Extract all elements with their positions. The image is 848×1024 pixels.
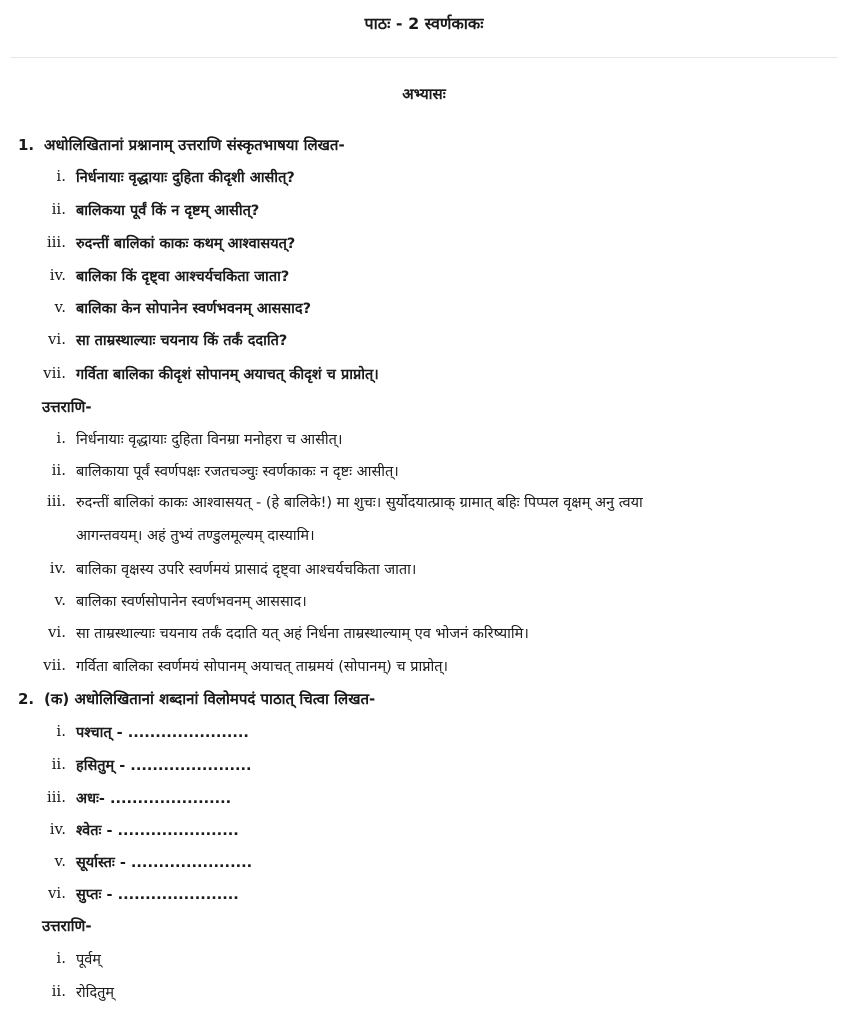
item-number: vii. — [43, 364, 66, 382]
question-1-heading — [18, 135, 345, 155]
item-text: सा ताम्रस्थाल्याः चयनाय किं तर्कं ददाति? — [76, 333, 288, 349]
item-text: रुदन्तीं बालिकां काकः कथम् आश्वासयत्? — [76, 236, 296, 252]
item-text: रोदितुम् — [76, 985, 115, 1001]
item-number: i. — [56, 722, 66, 740]
question-text: अधोलिखितानां प्रश्नानाम् उत्तराणि संस्कृतभाषया लिखत- — [44, 136, 345, 154]
item-text: निर्धनायाः वृद्धायाः दुहिता विनम्रा मनोहरा च आसीत्। — [76, 432, 343, 448]
question-number: 2. — [18, 690, 35, 708]
item-text: सूर्यास्तः - ...................... — [76, 855, 253, 871]
item-number: ii. — [51, 200, 66, 218]
item-text: बालिका केन सोपानेन स्वर्णभवनम् आससाद? — [76, 301, 311, 317]
item-number: vi. — [47, 884, 66, 902]
item-text: गर्विता बालिका कीदृशं सोपानम् अयाचत् कीदृशं च प्राप्नोत्। — [76, 367, 379, 383]
item-number: i. — [56, 167, 66, 185]
item-text: बालिकाया पूर्वं स्वर्णपक्षः रजतचञ्चुः स्वर्णकाकः न दृष्टः आसीत्। — [76, 464, 399, 480]
answers-label: उत्तराणि- — [42, 917, 92, 935]
item-number: ii. — [51, 461, 66, 479]
question-number: 1. — [18, 136, 35, 154]
item-number: v. — [54, 298, 66, 316]
item-number: v. — [54, 852, 66, 870]
question-2-heading — [18, 689, 375, 709]
item-text: बालिका वृक्षस्य उपरि स्वर्णमयं प्रासादं दृष्ट्वा आश्चर्यचकिता जाता। — [76, 562, 417, 578]
item-text: बालिका स्वर्णसोपानेन स्वर्णभवनम् आससाद। — [76, 594, 307, 610]
divider — [10, 57, 838, 58]
item-number: vi. — [47, 330, 66, 348]
item-number: ii. — [51, 982, 66, 1000]
item-number: iv. — [49, 820, 66, 838]
item-text: बालिका किं दृष्ट्वा आश्चर्यचकिता जाता? — [76, 269, 290, 285]
item-number: iii. — [46, 492, 66, 510]
question-text: (क) अधोलिखितानां शब्दानां विलोमपदं पाठात् चित्वा लिखत- — [44, 690, 376, 708]
item-number: vii. — [43, 656, 66, 674]
item-text: हसितुम् - ...................... — [76, 758, 252, 774]
item-number: iv. — [49, 266, 66, 284]
item-text: पूर्वम् — [76, 952, 101, 968]
item-text: सा ताम्रस्थाल्याः चयनाय तर्कं ददाति यत् अहं निर्धना ताम्रस्थाल्याम् एव भोजनं करिष्यामि। — [76, 626, 529, 642]
item-text: गर्विता बालिका स्वर्णमयं सोपानम् अयाचत् ताम्रमयं (सोपानम्) च प्राप्नोत्। — [76, 659, 448, 675]
item-text: बालिकया पूर्वं किं न दृष्टम् आसीत्? — [76, 203, 260, 219]
item-text: रुदन्तीं बालिकां काकः आश्वासयत् - (हे बालिके!) मा शुचः। सुर्योदयात्प्राक् ग्रामात् बहिः पिप्पल वृक्षम् अनु त्वया — [76, 495, 643, 511]
item-text: सुप्तः - ...................... — [76, 887, 239, 903]
item-text: निर्धनायाः वृद्धायाः दुहिता कीदृशी आसीत्? — [76, 170, 295, 186]
item-text: अधः- ...................... — [76, 791, 232, 807]
item-number: i. — [56, 949, 66, 967]
item-number: v. — [54, 591, 66, 609]
item-text-continued: आगन्तवयम्। अहं तुभ्यं तण्डुलमूल्यम् दास्यामि। — [76, 528, 315, 544]
item-number: iii. — [46, 788, 66, 806]
item-number: iii. — [46, 233, 66, 251]
section-title: अभ्यासः — [402, 85, 446, 103]
item-text: पश्चात् - ...................... — [76, 725, 249, 741]
item-number: ii. — [51, 755, 66, 773]
item-number: i. — [56, 429, 66, 447]
answers-label: उत्तराणि- — [42, 398, 92, 416]
item-text: श्वेतः - ...................... — [76, 823, 239, 839]
item-number: vi. — [47, 623, 66, 641]
page-title: पाठः - 2 स्वर्णकाकः — [364, 14, 484, 33]
item-number: iv. — [49, 559, 66, 577]
